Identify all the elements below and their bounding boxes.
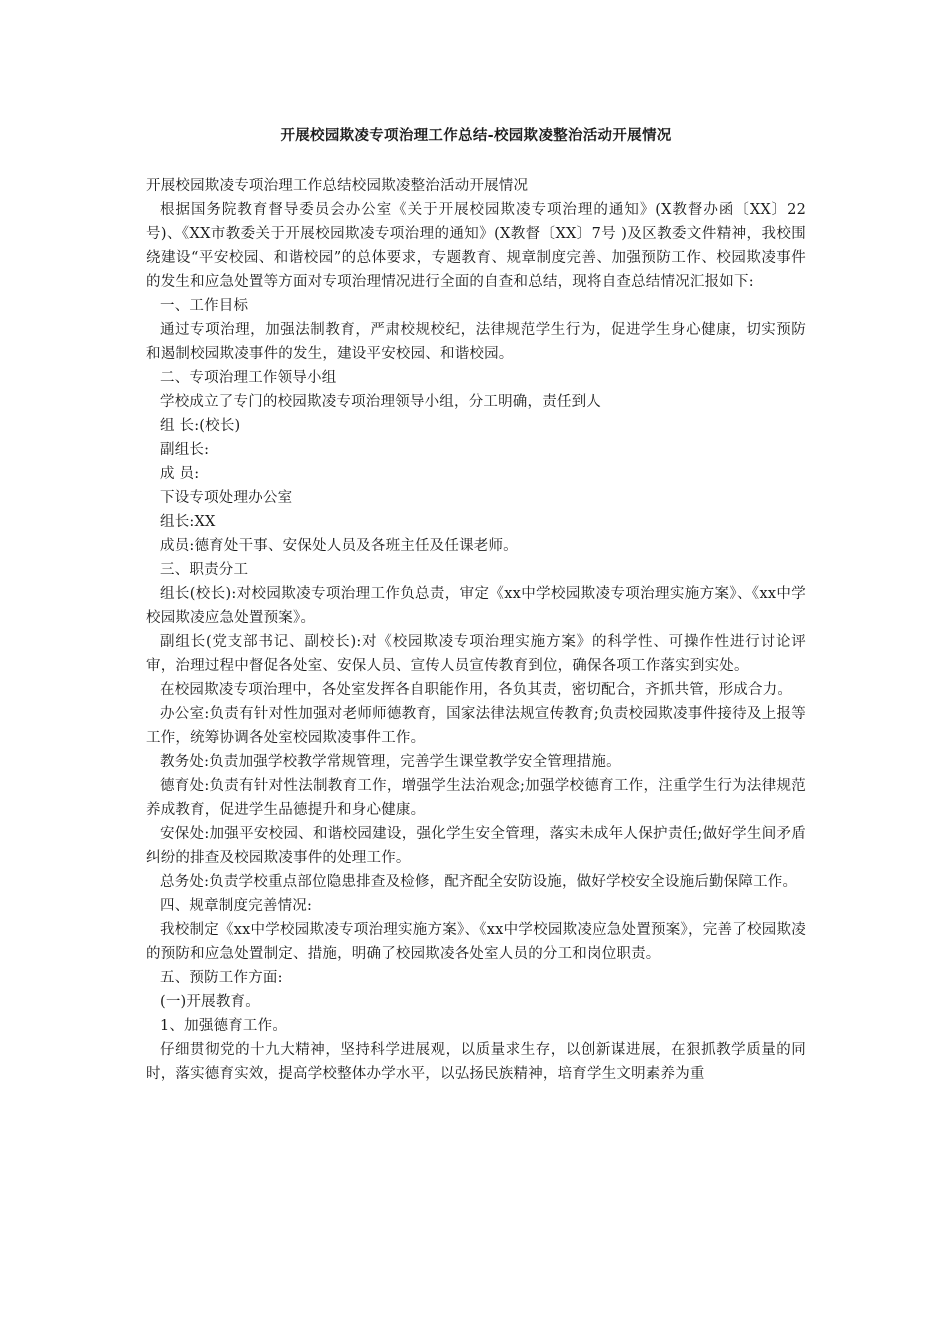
document-title: 开展校园欺凌专项治理工作总结-校园欺凌整治活动开展情况 bbox=[280, 127, 672, 144]
paragraph: 副组长(党支部书记、副校长):对《校园欺凌专项治理实施方案》的科学性、可操作性进行讨论评审，治理过程中督促各处室、安保人员、宣传人员宣传教育到位，确保各项工作落实到实处。 bbox=[146, 634, 806, 674]
paragraph: 通过专项治理，加强法制教育，严肃校规校纪，法律规范学生行为，促进学生身心健康，切实预防和遏制校园欺凌事件的发生，建设平安校园、和谐校园。 bbox=[146, 322, 806, 362]
document-page bbox=[146, 124, 806, 1086]
paragraph: 四、规章制度完善情况: bbox=[160, 898, 313, 914]
paragraph: 一、工作目标 bbox=[160, 298, 249, 314]
paragraph: 开展校园欺凌专项治理工作总结校园欺凌整治活动开展情况 bbox=[146, 178, 529, 194]
paragraph: 组长:XX bbox=[160, 514, 216, 530]
paragraph: 学校成立了专门的校园欺凌专项治理领导小组，分工明确，责任到人 bbox=[160, 394, 601, 410]
paragraph: 组长(校长):对校园欺凌专项治理工作负总责，审定《xx中学校园欺凌专项治理实施方案》、《xx中学校园欺凌应急处置预案》。 bbox=[146, 586, 806, 626]
paragraph: 组 长:(校长) bbox=[160, 418, 241, 434]
paragraph: 三、职责分工 bbox=[160, 562, 249, 578]
paragraph: 成员:德育处干事、安保处人员及各班主任及任课老师。 bbox=[160, 538, 518, 554]
paragraph: 二、专项治理工作领导小组 bbox=[160, 370, 337, 386]
paragraph: 成 员: bbox=[160, 466, 200, 482]
document-body bbox=[146, 174, 806, 1086]
paragraph: 在校园欺凌专项治理中，各处室发挥各自职能作用，各负其责，密切配合，齐抓共管，形成合力。 bbox=[160, 682, 793, 698]
paragraph: (一)开展教育。 bbox=[160, 994, 260, 1010]
paragraph: 副组长: bbox=[160, 442, 210, 458]
paragraph: 1、加强德育工作。 bbox=[160, 1018, 288, 1034]
paragraph: 我校制定《xx中学校园欺凌专项治理实施方案》、《xx中学校园欺凌应急处置预案》，完善了校园欺凌的预防和应急处置制定、措施，明确了校园欺凌各处室人员的分工和岗位职责。 bbox=[146, 922, 806, 962]
paragraph: 下设专项处理办公室 bbox=[160, 490, 293, 506]
paragraph: 五、预防工作方面: bbox=[160, 970, 283, 986]
paragraph: 安保处:加强平安校园、和谐校园建设，强化学生安全管理，落实未成年人保护责任;做好学生间矛盾纠纷的排查及校园欺凌事件的处理工作。 bbox=[146, 826, 806, 866]
paragraph: 德育处:负责有针对性法制教育工作，增强学生法治观念;加强学校德育工作，注重学生行为法律规范养成教育，促进学生品德提升和身心健康。 bbox=[146, 778, 806, 818]
paragraph: 仔细贯彻党的十九大精神，坚持科学进展观，以质量求生存，以创新谋进展，在狠抓教学质量的同时，落实德育实效，提高学校整体办学水平，以弘扬民族精神，培育学生文明素养为重 bbox=[146, 1042, 806, 1082]
paragraph: 总务处:负责学校重点部位隐患排查及检修，配齐配全安防设施，做好学校安全设施后勤保障工作。 bbox=[160, 874, 798, 890]
paragraph: 教务处:负责加强学校教学常规管理，完善学生课堂教学安全管理措施。 bbox=[160, 754, 621, 770]
paragraph: 根据国务院教育督导委员会办公室《关于开展校园欺凌专项治理的通知》(X教督办函〔XX〕22号)、《XX市教委关于开展校园欺凌专项治理的通知》(X教督〔XX〕7号 )及区教委文件精神，我校围绕建设“平安校园、和谐校园”的总体要求，专题教育、规章制度完善、加强预防工作、校园欺凌事件的发生和应急处置等方面对专项治理情况进行全面的自查和总结，现将自查总结情况汇报如下: bbox=[146, 202, 806, 290]
paragraph: 办公室:负责有针对性加强对老师师德教育，国家法律法规宣传教育;负责校园欺凌事件接待及上报等工作，统筹协调各处室校园欺凌事件工作。 bbox=[146, 706, 806, 746]
